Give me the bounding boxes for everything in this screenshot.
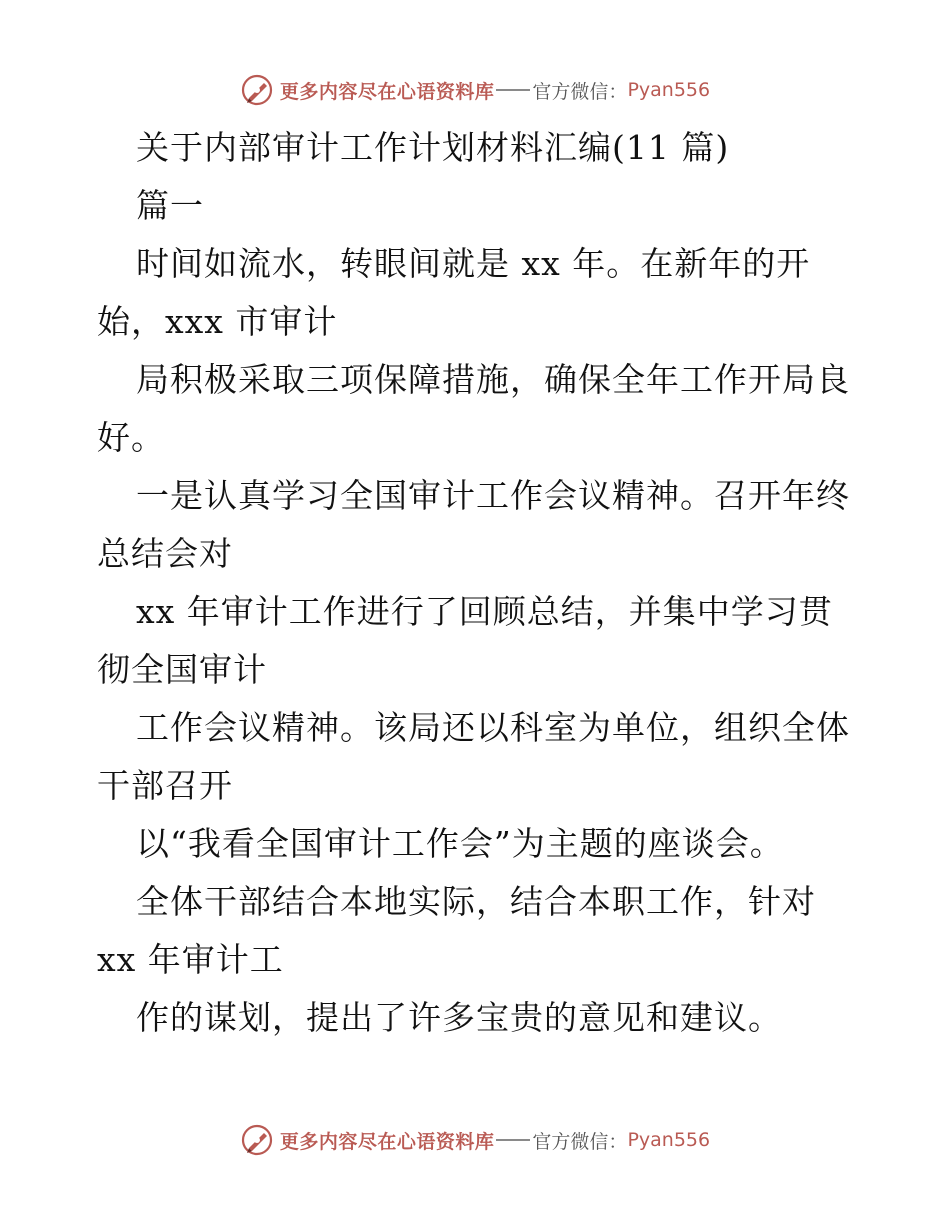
paragraph-line: 彻全国审计	[97, 650, 267, 689]
wechat-id: Pyan556	[627, 1129, 711, 1151]
promo-text: 更多内容尽在心语资料库	[279, 80, 495, 103]
paragraph-line: xx 年审计工	[97, 940, 284, 979]
header-banner	[0, 70, 950, 110]
paragraph-line: 干部召开	[97, 766, 233, 805]
paragraph-line: 工作会议精神。该局还以科室为单位，组织全体	[136, 708, 850, 747]
paragraph-line: 以“我看全国审计工作会”为主题的座谈会。	[136, 824, 784, 863]
wechat-label: 官方微信：	[532, 1130, 628, 1153]
paragraph-line: 总结会对	[97, 534, 233, 573]
paragraph-line: 作的谋划，提出了许多宝贵的意见和建议。	[136, 998, 782, 1037]
divider-dash	[496, 1139, 530, 1141]
footer-banner	[0, 1120, 950, 1160]
paragraph-line: 时间如流水，转眼间就是 xx 年。在新年的开	[136, 244, 811, 283]
promo-text: 更多内容尽在心语资料库	[279, 1130, 495, 1153]
wechat-label: 官方微信：	[532, 80, 628, 103]
section-heading: 篇一	[136, 186, 204, 225]
paragraph-line: 全体干部结合本地实际，结合本职工作，针对	[136, 882, 816, 921]
paragraph-line: 好。	[97, 418, 165, 457]
pen-circle-logo-icon	[240, 73, 274, 107]
paragraph-line: 局积极采取三项保障措施，确保全年工作开局良	[136, 360, 850, 399]
wechat-id: Pyan556	[627, 79, 711, 101]
paragraph-line: xx 年审计工作进行了回顾总结，并集中学习贯	[136, 592, 833, 631]
pen-circle-logo-icon	[240, 1123, 274, 1157]
divider-dash	[496, 89, 530, 91]
document-title: 关于内部审计工作计划材料汇编(11 篇)	[136, 128, 730, 167]
paragraph-line: 一是认真学习全国审计工作会议精神。召开年终	[136, 476, 850, 515]
paragraph-line: 始，xxx 市审计	[97, 302, 338, 341]
